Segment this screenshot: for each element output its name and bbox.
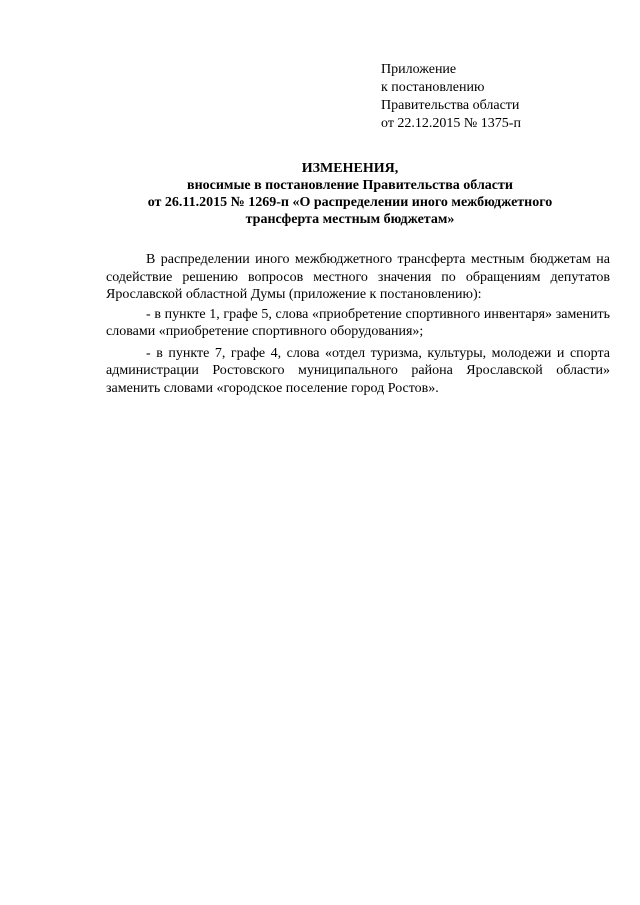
change-item-1: - в пункте 1, графе 5, слова «приобретение спортивного инвентаря» заменить словами «приобретение спортивного оборудования»; [106, 306, 610, 339]
intro-paragraph: В распределении иного межбюджетного трансферта местным бюджетам на содействие решению вопросов местного значения по обращениям депутатов Ярославской областной Думы (приложение к постановлению): [106, 252, 610, 302]
appendix-line-1: Приложение [381, 62, 457, 77]
title-line-1: ИЗМЕНЕНИЯ, [301, 161, 399, 176]
appendix-block [381, 61, 521, 133]
appendix-line-2: к постановлению [381, 80, 485, 95]
document-body [106, 251, 610, 397]
title-line-4: трансферта местным бюджетам» [245, 212, 455, 227]
title-line-2: вносимые в постановление Правительства области [187, 178, 513, 193]
title-line-3: от 26.11.2015 № 1269-п «О распределении иного межбюджетного [147, 195, 553, 210]
document-title [90, 160, 610, 228]
appendix-line-4: от 22.12.2015 № 1375-п [381, 116, 521, 131]
change-item-2: - в пункте 7, графе 4, слова «отдел туризма, культуры, молодежи и спорта администрации Ростовского муниципального района Ярославской области» заменить словами «городское поселение город Ростов». [106, 345, 610, 396]
appendix-line-3: Правительства области [381, 98, 520, 113]
